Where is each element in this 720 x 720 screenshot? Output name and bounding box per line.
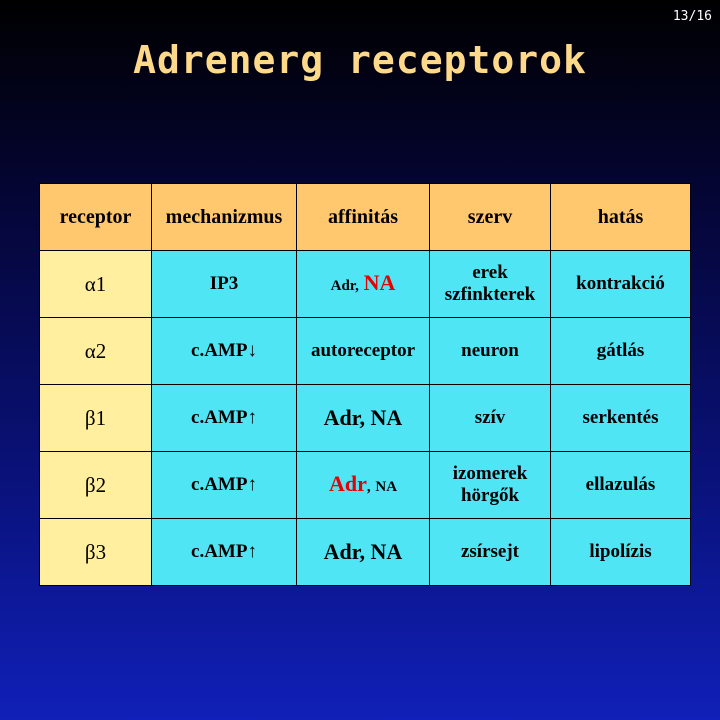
header-mechanism: mechanizmus <box>152 184 297 251</box>
table-row <box>40 519 691 586</box>
affinity-na-highlight: NA <box>363 269 396 295</box>
receptor-table <box>39 183 691 586</box>
table-row <box>40 318 691 385</box>
effect-cell: gátlás <box>551 318 691 385</box>
mechanism-cell: c.AMP↑ <box>152 519 297 586</box>
effect-cell: ellazulás <box>551 452 691 519</box>
organ-line: hörgők <box>460 485 520 506</box>
table-row <box>40 251 691 318</box>
header-effect: hatás <box>551 184 691 251</box>
organ-line: erek <box>472 262 508 283</box>
effect-cell: lipolízis <box>551 519 691 586</box>
effect-cell: kontrakció <box>551 251 691 318</box>
organ-cell: neuron <box>430 318 551 385</box>
affinity-cell: autoreceptor <box>297 318 430 385</box>
header-affinity: affinitás <box>297 184 430 251</box>
affinity-adr: Adr <box>330 277 356 294</box>
organ-cell: zsírsejt <box>430 519 551 586</box>
affinity-separator: , <box>355 277 359 294</box>
affinity-cell <box>297 251 430 318</box>
mechanism-cell: c.AMP↓ <box>152 318 297 385</box>
page-number: 13/16 <box>672 9 712 24</box>
receptor-cell: β1 <box>40 385 152 452</box>
table-row <box>40 385 691 452</box>
mechanism-cell: IP3 <box>152 251 297 318</box>
slide-title: Adrenerg receptorok <box>133 38 587 82</box>
receptor-cell: β3 <box>40 519 152 586</box>
affinity-cell <box>297 452 430 519</box>
receptor-cell: α2 <box>40 318 152 385</box>
organ-cell <box>430 452 551 519</box>
mechanism-cell: c.AMP↑ <box>152 385 297 452</box>
affinity-cell: Adr, NA <box>297 385 430 452</box>
mechanism-cell: c.AMP↑ <box>152 452 297 519</box>
table-row <box>40 452 691 519</box>
receptor-cell: α1 <box>40 251 152 318</box>
organ-line: izomerek <box>452 463 528 484</box>
receptor-cell: β2 <box>40 452 152 519</box>
header-organ: szerv <box>430 184 551 251</box>
effect-cell: serkentés <box>551 385 691 452</box>
affinity-na: NA <box>375 478 398 495</box>
affinity-separator: , <box>366 478 371 495</box>
organ-cell: szív <box>430 385 551 452</box>
affinity-cell: Adr, NA <box>297 519 430 586</box>
table-header-row <box>40 184 691 251</box>
affinity-adr-highlight: Adr <box>328 470 367 496</box>
organ-cell <box>430 251 551 318</box>
header-receptor: receptor <box>40 184 152 251</box>
organ-line: szfinkterek <box>444 284 536 305</box>
